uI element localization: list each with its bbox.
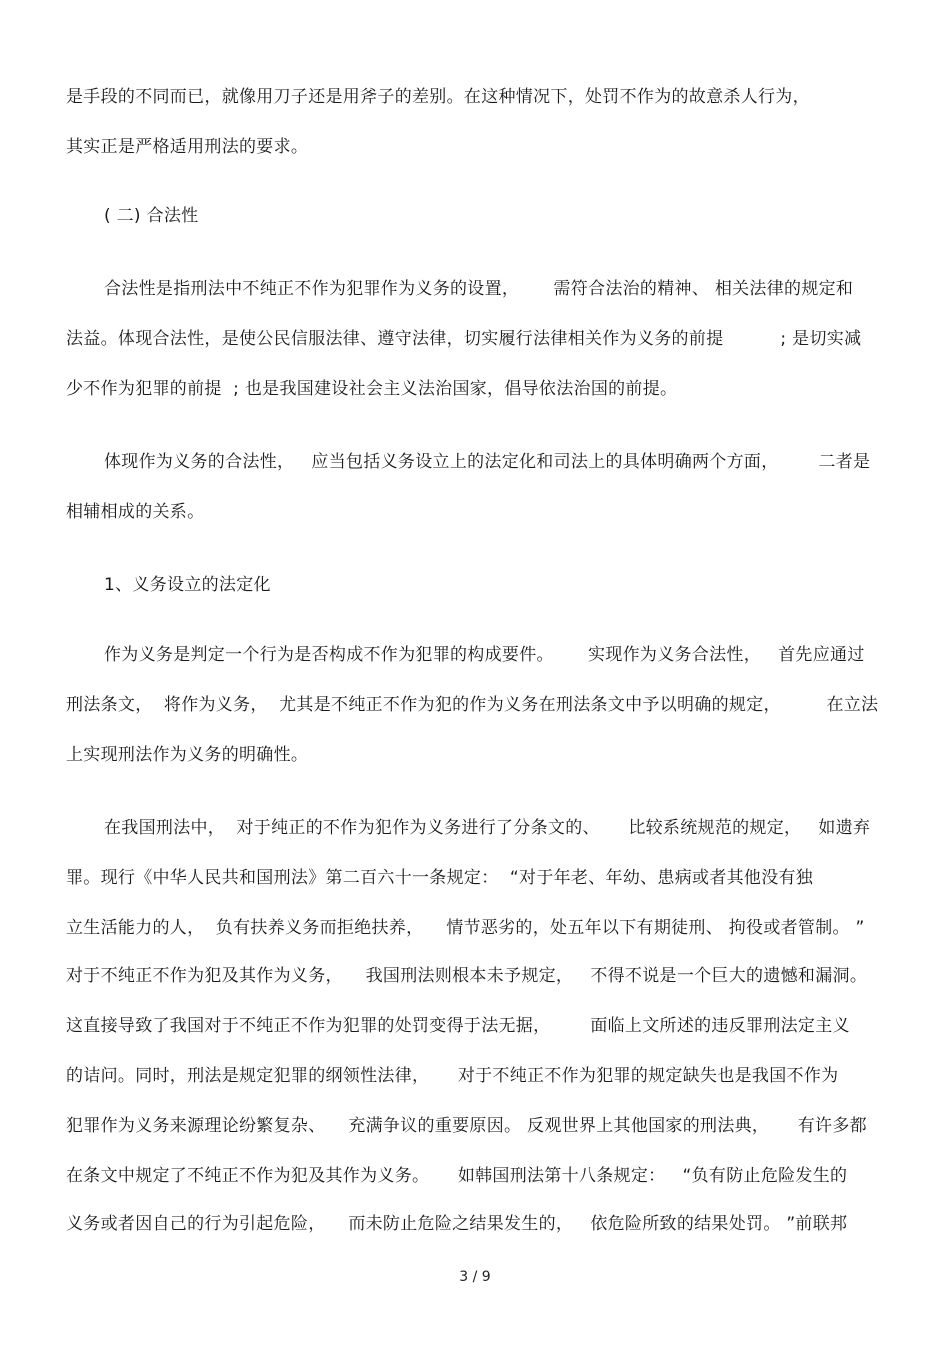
text-line: 的诘问。同时，刑法是规定犯罪的纲领性法律， 对于不纯正不作为犯罪的规定缺失也是我国不作为: [66, 1066, 839, 1086]
subsection-heading: 1、义务设立的法定化: [104, 575, 271, 595]
text-line: 刑法条文， 将作为义务， 尤其是不纯正不作为犯的作为义务在刑法条文中予以明确的规定， 在立法: [66, 695, 879, 715]
text-line: 相辅相成的关系。: [66, 502, 205, 522]
text-line: 义务或者因自己的行为引起危险， 而未防止危险之结果发生的， 依危险所致的结果处罚。 ”前联邦: [66, 1214, 848, 1234]
text-line: 犯罪作为义务来源理论纷繁复杂、 充满争议的重要原因。 反观世界上其他国家的刑法典， 有许多都: [66, 1116, 867, 1136]
text-line: 体现作为义务的合法性， 应当包括义务设立上的法定化和司法上的具体明确两个方面， 二者是: [104, 452, 871, 472]
text-line: 少不作为犯罪的前提 ; 也是我国建设社会主义法治国家，倡导依法治国的前提。: [66, 379, 678, 399]
text-line: 在条文中规定了不纯正不作为犯及其作为义务。 如韩国刑法第十八条规定： “负有防止危险发生的: [66, 1166, 848, 1186]
text-line: 法益。体现合法性，是使公民信服法律、遵守法律，切实履行法律相关作为义务的前提 ; 是切实减: [66, 329, 862, 349]
text-line: 在我国刑法中， 对于纯正的不作为犯作为义务进行了分条文的、 比较系统规范的规定， 如遗弃: [104, 818, 871, 838]
text-line: 立生活能力的人， 负有扶养义务而拒绝扶养， 情节恶劣的，处五年以下有期徒刑、 拘役或者管制。 ”: [66, 918, 865, 938]
text-line: 作为义务是判定一个行为是否构成不作为犯罪的构成要件。 实现作为义务合法性， 首先应通过: [104, 645, 865, 665]
text-line: 罪。现行《中华人民共和国刑法》第二百六十一条规定： “对于年老、年幼、患病或者其他没有独: [66, 868, 814, 888]
text-line: 这直接导致了我国对于不纯正不作为犯罪的处罚变得于法无据， 面临上文所述的违反罪刑法定主义: [66, 1016, 850, 1036]
text-line: 上实现刑法作为义务的明确性。: [66, 745, 309, 765]
page-number: 3 / 9: [459, 1269, 491, 1285]
text-line: 其实正是严格适用刑法的要求。: [66, 137, 309, 157]
text-line: 对于不纯正不作为犯及其作为义务， 我国刑法则根本未予规定， 不得不说是一个巨大的遗憾和漏洞。: [66, 966, 868, 986]
section-heading: ( 二) 合法性: [104, 206, 199, 226]
text-line: 合法性是指刑法中不纯正不作为犯罪作为义务的设置， 需符合法治的精神、 相关法律的规定和: [104, 279, 854, 299]
text-line: 是手段的不同而已，就像用刀子还是用斧子的差别。在这种情况下，处罚不作为的故意杀人行为，: [66, 87, 810, 107]
